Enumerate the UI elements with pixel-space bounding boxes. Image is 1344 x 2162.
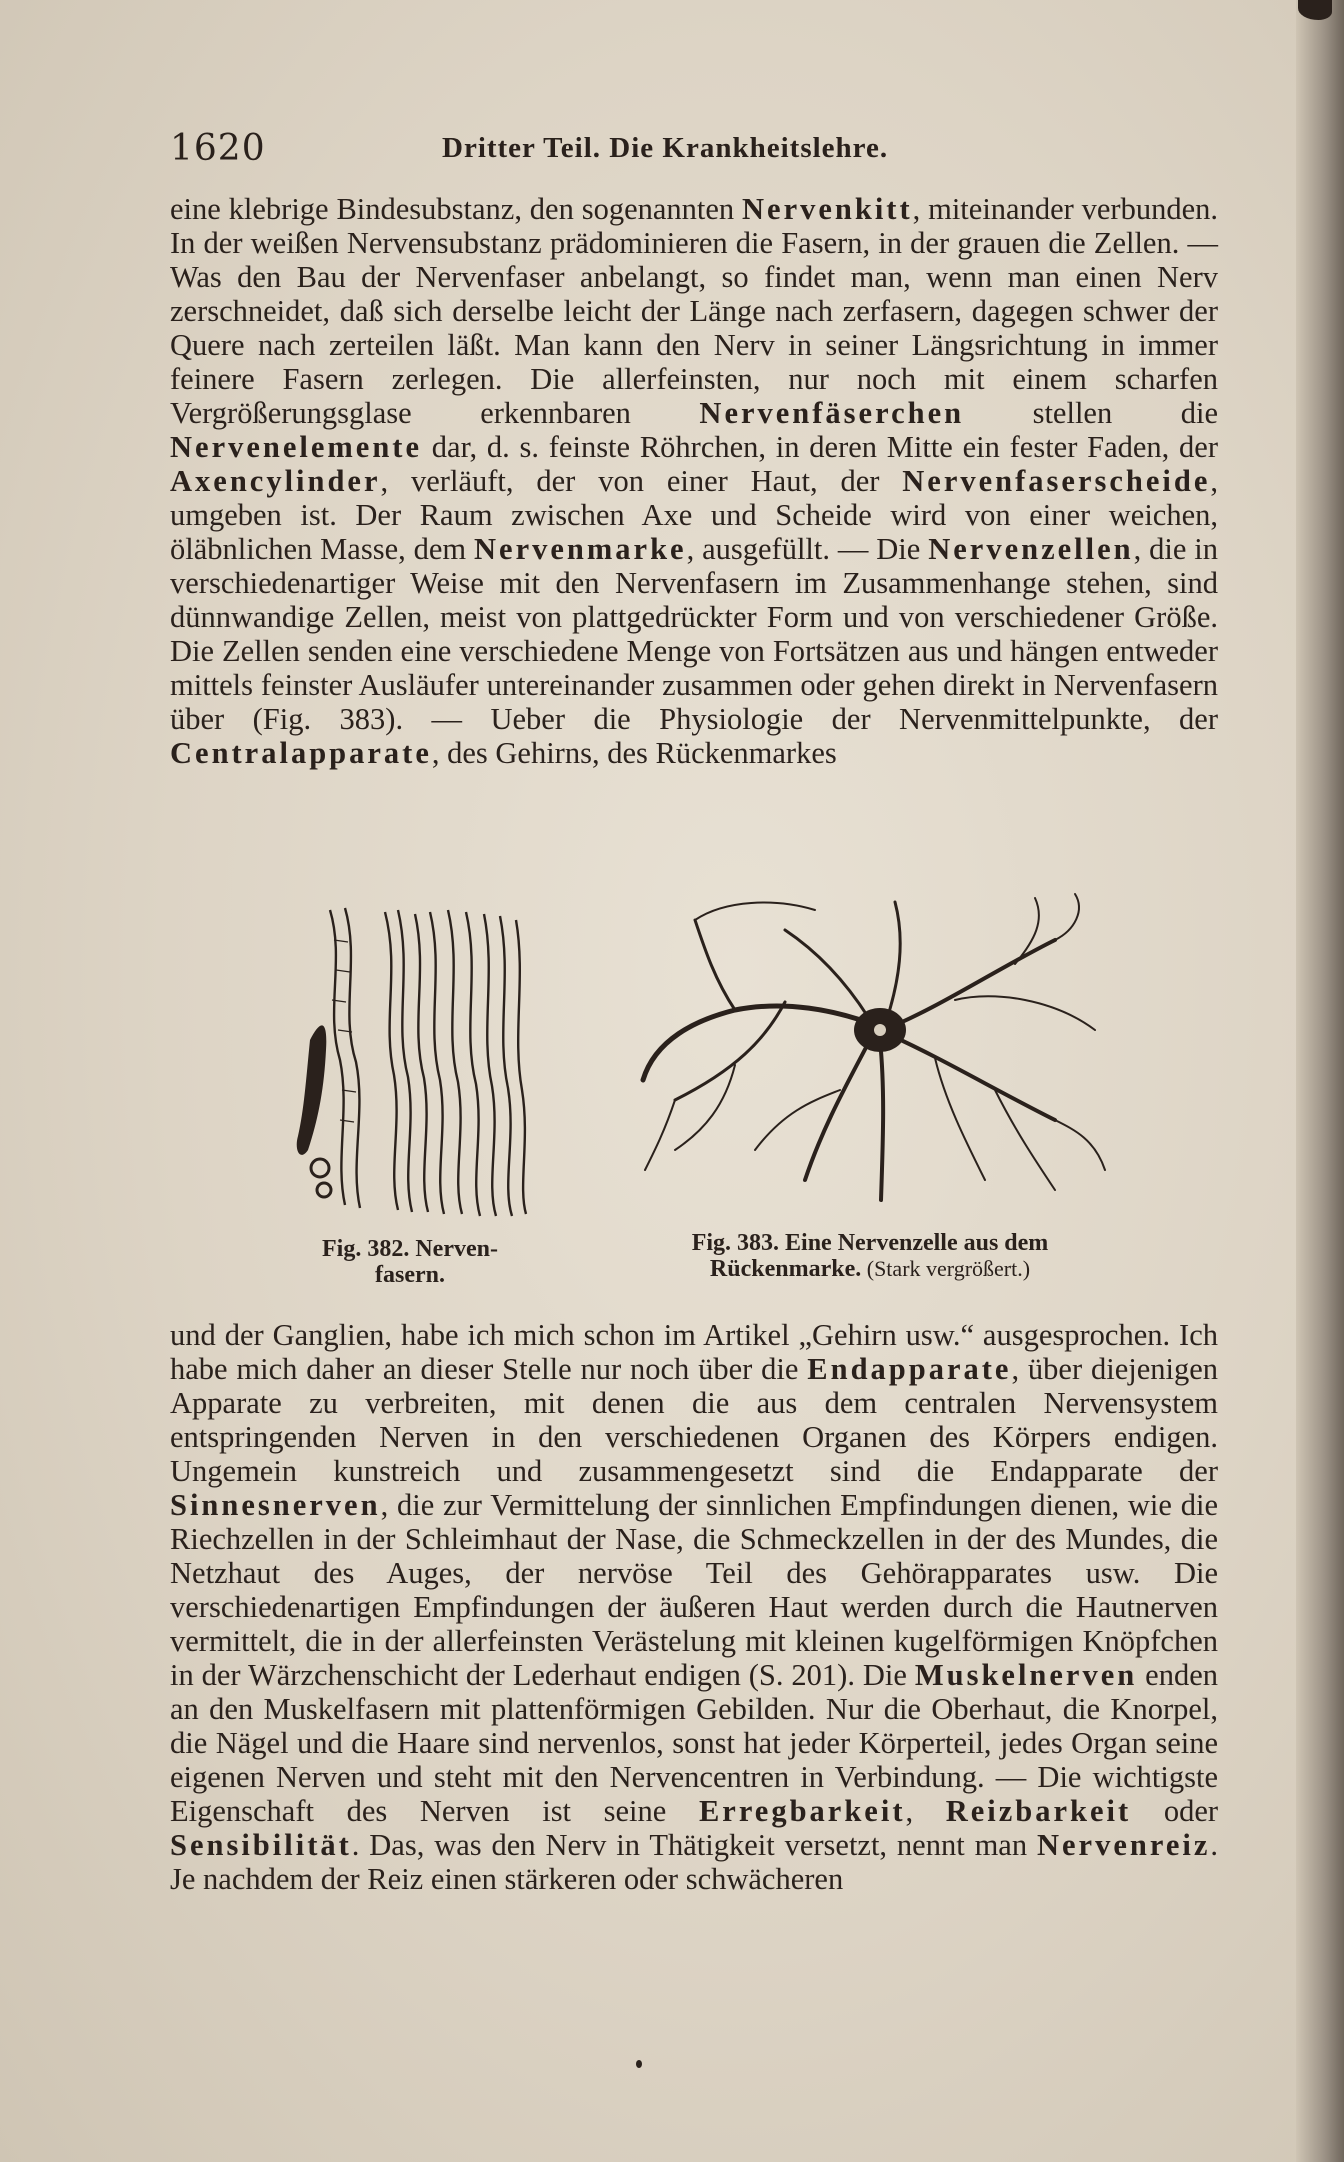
figure-382-caption: Fig. 382. Nerven- fasern. <box>322 1236 498 1288</box>
figure-area <box>240 880 1140 1300</box>
figure-383-caption: Fig. 383. Eine Nervenzelle aus dem Rückenmarke. (Stark vergrößert.) <box>691 1230 1049 1282</box>
nerve-cell-illustration <box>635 890 1115 1210</box>
page-gutter-shadow <box>1296 0 1344 2162</box>
running-title: Dritter Teil. Die Krankheitslehre. <box>442 132 889 164</box>
body-text-top <box>170 192 1218 770</box>
page-number: 1620 <box>170 128 266 169</box>
paragraph: eine klebrige Bindesubstanz, den sogenannten Nervenkitt, miteinander verbunden. In der weißen Nervensubstanz prädominieren die Fasern, in der grauen die Zellen. — Was den Bau der Nervenfaser anbelangt, so findet man, wenn man einen Nerv zerschneidet, daß sich derselbe leicht der Länge nach zerfasern, dagegen schwer der Quere nach zerteilen läßt. Man kann den Nerv in seiner Längsrichtung in immer feinere Fasern zerlegen. Die allerfeinsten, nur noch mit einem scharfen Vergrößerungsglase erkennbaren Nervenfäserchen stellen die Nervenelemente dar, d. s. feinste Röhrchen, in deren Mitte ein fester Faden, der Axencylinder, verläuft, der von einer Haut, der Nervenfaserscheide, umgeben ist. Der Raum zwischen Axe und Scheide wird von einer weichen, öläbnlichen Masse, dem Nervenmarke, ausgefüllt. — Die Nervenzellen, die in verschiedenartiger Weise mit den Nervenfasern im Zusammenhange stehen, sind dünnwandige Zellen, meist von plattgedrückter Form und von verschiedener Größe. Die Zellen senden eine verschiedene Menge von Fortsätzen aus und hängen entweder mittels feinster Ausläufer untereinander zusammen oder gehen direkt in Nervenfasern über (Fig. 383). — Ueber die Physiologie der Nervenmittelpunkte, der Centralapparate, des Gehirns, des Rückenmarkes <box>170 192 1218 770</box>
body-text-bottom <box>170 1318 1218 1896</box>
page-header <box>170 128 1220 172</box>
paragraph: und der Ganglien, habe ich mich schon im Artikel „Gehirn usw.“ ausgesprochen. Ich habe mich daher an dieser Stelle nur noch über die Endapparate, über diejenigen Apparate zu verbreiten, mit denen die aus dem centralen Nervensystem entspringenden Nerven in den verschiedenen Organen des Körpers endigen. Ungemein kunstreich und zusammengesetzt sind die Endapparate der Sinnesnerven, die zur Vermittelung der sinnlichen Empfindungen dienen, wie die Riechzellen in der Schleimhaut der Nase, die Schmeckzellen in der des Mundes, die Netzhaut des Auges, der nervöse Teil des Gehörapparates usw. Die verschiedenartigen Empfindungen der äußeren Haut werden durch die Hautnerven vermittelt, die in der allerfeinsten Verästelung mit kleinen kugelförmigen Knöpfchen in der Wärzchenschicht der Lederhaut endigen (S. 201). Die Muskelnerven enden an den Muskelfasern mit plattenförmigen Gebilden. Nur die Oberhaut, die Knorpel, die Nägel und die Haare sind nervenlos, sonst hat jeder Körperteil, jedes Organ seine eigenen Nerven und steht mit den Nervencentren in Verbindung. — Die wichtigste Eigenschaft des Nerven ist seine Erregbarkeit, Reizbarkeit oder Sensibilität. Das, was den Nerv in Thätigkeit versetzt, nennt man Nervenreiz. Je nachdem der Reiz einen stärkeren oder schwächeren <box>170 1318 1219 1896</box>
nerve-fibers-illustration <box>290 900 550 1220</box>
ink-dot-bottom <box>636 2060 642 2068</box>
